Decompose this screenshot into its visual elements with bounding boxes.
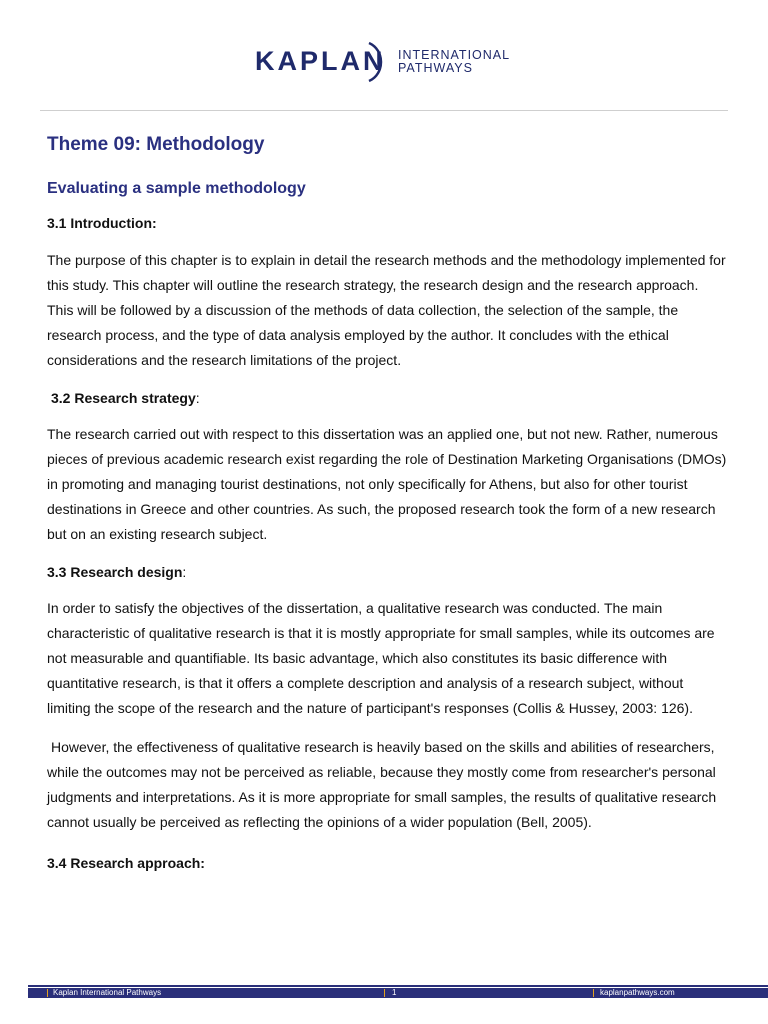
heading-colon: :	[182, 564, 187, 580]
footer-separator	[47, 989, 48, 997]
footer-website-link[interactable]: kaplanpathways.com	[600, 988, 675, 997]
paragraph-research-design-1: In order to satisfy the objectives of the dissertation, a qualitative research was conducted. The main characteristic of qualitative research is that it is mostly appropriate for small samples, while its outcomes are not measurable and quantifiable. Its basic advantage, which also constitutes its basic difference with quantitative research, is that it offers a complete description and analysis of a research subject, without limiting the scope of the research and the nature of participant's responses (Collis & Hussey, 2003: 126).	[47, 600, 715, 716]
heading-colon: :	[195, 390, 200, 406]
page-subtitle: Evaluating a sample methodology	[47, 180, 306, 197]
heading-text: 3.3 Research design	[47, 564, 183, 580]
kaplan-logo-wordmark: KAPLAN	[255, 46, 386, 76]
heading-text: 3.2 Research strategy	[51, 390, 196, 406]
page-title: Theme 09: Methodology	[47, 134, 265, 155]
header-divider	[40, 110, 728, 111]
page-header	[0, 0, 768, 110]
page-footer	[28, 988, 768, 998]
logo-line-international: INTERNATIONAL	[398, 48, 511, 62]
document-body	[47, 128, 727, 873]
paragraph-introduction: The purpose of this chapter is to explain in detail the research methods and the methodology implemented for this study. This chapter will outline the research strategy, the research design and the research approach. This will be followed by a discussion of the methods of data collection, the selection of the sample, the research process, and the type of data analysis employed by the author. It concludes with the ethical considerations and the research limitations of the project.	[47, 252, 726, 368]
paragraph-research-design-2: However, the effectiveness of qualitative research is heavily based on the skills and abilities of researchers, while the outcomes may not be perceived as reliable, because they mostly come from researcher's personal judgments and interpretations. As it is more appropriate for small samples, the results of qualitative research cannot usually be perceived as reflecting the opinions of a wider population (Bell, 2005).	[47, 739, 717, 830]
footer-separator	[384, 989, 385, 997]
footer-separator	[593, 989, 594, 997]
footer-left-text: Kaplan International Pathways	[53, 988, 162, 997]
logo-arc-icon	[365, 40, 389, 84]
footer-rule	[28, 985, 768, 987]
section-heading-research-strategy	[47, 388, 727, 408]
section-heading-research-approach: 3.4 Research approach:	[47, 855, 205, 871]
footer-page-number: 1	[392, 988, 397, 997]
logo-subtitle	[398, 49, 510, 75]
section-heading-introduction: 3.1 Introduction:	[47, 215, 157, 231]
paragraph-research-strategy: The research carried out with respect to this dissertation was an applied one, but not new. Rather, numerous pieces of previous academic research exist regarding the role of Destination Marketing Organisations (DMOs) in promoting and managing tourist destinations, not only specifically for Athens, but also for other tourist destinations in Greece and other countries. As such, the proposed research took the form of a new research but on an existing research subject.	[47, 426, 727, 542]
section-heading-research-design	[47, 562, 727, 582]
logo-line-pathways: PATHWAYS	[398, 61, 473, 75]
